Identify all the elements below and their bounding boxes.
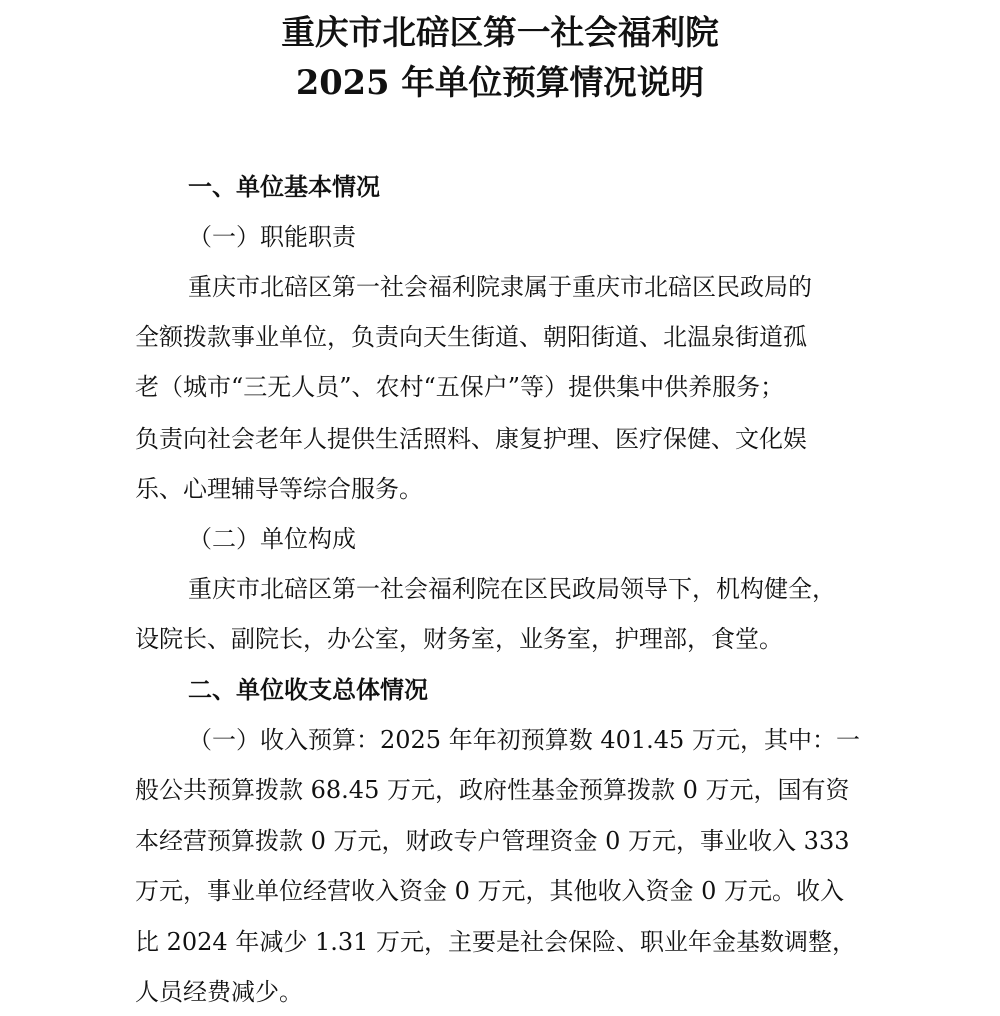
subsection-heading-duties: （一）职能职责 [188, 223, 356, 251]
paragraph-line: 老（城市“三无人员”、农村“五保户”等）提供集中供养服务； [135, 373, 785, 401]
document-title-line-2: 2025 年单位预算情况说明 [295, 62, 705, 102]
paragraph-line: 重庆市北碚区第一社会福利院隶属于重庆市北碚区民政局的 [188, 273, 812, 301]
paragraph-line: （一）收入预算：2025 年年初预算数 401.45 万元，其中：一 [188, 726, 860, 754]
paragraph-line: 人员经费减少。 [135, 978, 303, 1006]
paragraph-line: 负责向社会老年人提供生活照料、康复护理、医疗保健、文化娱 [135, 425, 807, 453]
section-heading-budget-overview: 二、单位收支总体情况 [188, 676, 428, 704]
paragraph-line: 乐、心理辅导等综合服务。 [135, 475, 423, 503]
paragraph-line: 本经营预算拨款 0 万元，财政专户管理资金 0 万元，事业收入 333 [135, 827, 850, 855]
paragraph-line: 万元，事业单位经营收入资金 0 万元，其他收入资金 0 万元。收入 [135, 877, 845, 905]
paragraph-line: 般公共预算拨款 68.45 万元，政府性基金预算拨款 0 万元，国有资 [135, 776, 850, 804]
section-heading-basic-info: 一、单位基本情况 [188, 173, 380, 201]
paragraph-line: 全额拨款事业单位，负责向天生街道、朝阳街道、北温泉街道孤 [135, 323, 807, 351]
paragraph-line: 设院长、副院长，办公室，财务室，业务室，护理部，食堂。 [135, 625, 783, 653]
subsection-heading-structure: （二）单位构成 [188, 525, 356, 553]
paragraph-line: 比 2024 年减少 1.31 万元，主要是社会保险、职业年金基数调整， [135, 928, 857, 956]
paragraph-line: 重庆市北碚区第一社会福利院在区民政局领导下，机构健全， [188, 575, 836, 603]
document-title-line-1: 重庆市北碚区第一社会福利院 [281, 12, 719, 52]
